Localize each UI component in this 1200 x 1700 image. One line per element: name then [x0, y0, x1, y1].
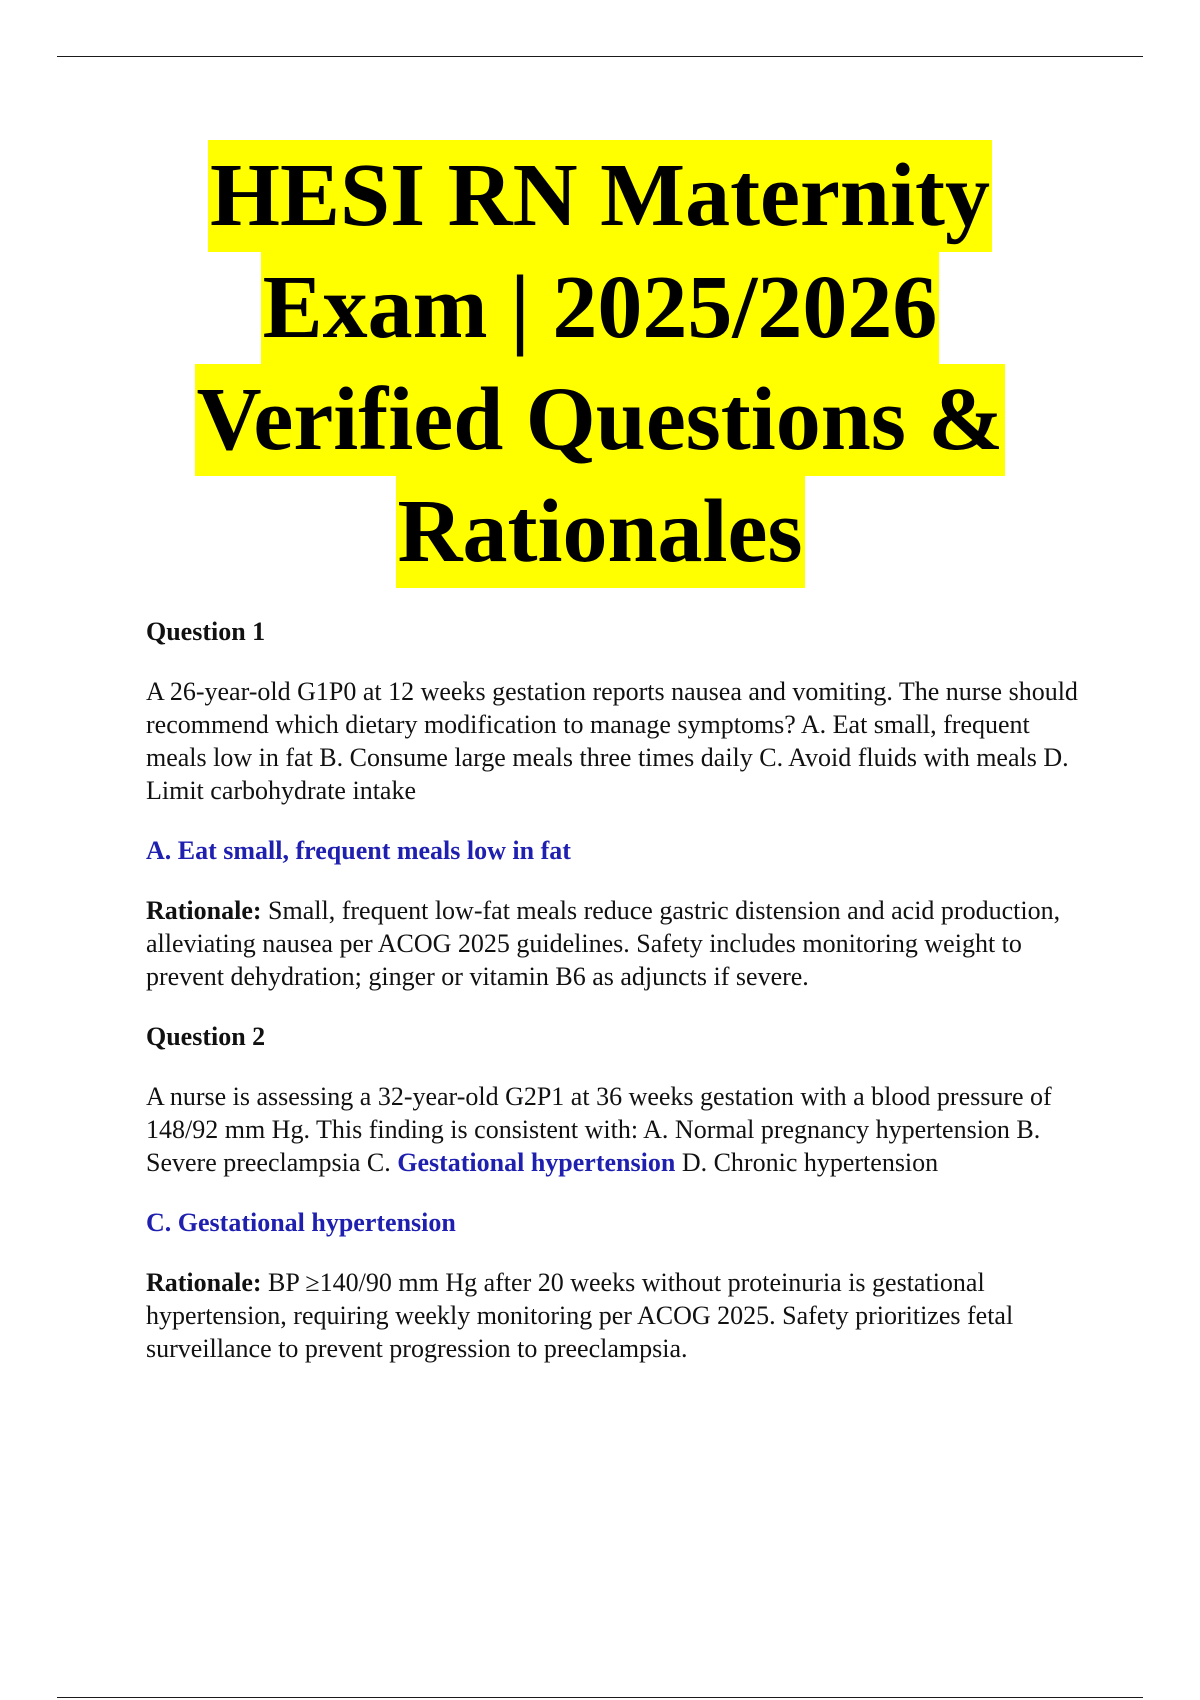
highlighted-option: Gestational hypertension	[397, 1148, 676, 1177]
document-title	[60, 140, 1140, 588]
correct-answer: C. Gestational hypertension	[146, 1208, 456, 1237]
title-line-2: Exam | 2025/2026	[261, 252, 940, 364]
title-line-1: HESI RN Maternity	[208, 140, 992, 252]
question-heading: Question 2	[146, 1022, 266, 1051]
rationale-text: Small, frequent low-fat meals reduce gastric distension and acid production, alleviating nausea per ACOG 2025 guidelines. Safety includes monitoring weight to prevent dehydration; ginger or vitamin B6 as adjuncts if severe.	[146, 896, 1061, 991]
question-text-before: A nurse is assessing a 32-year-old G2P1 at 36 weeks gestation with a blood pressure of 148/92 mm Hg. This finding is consistent with: A. Normal pregnancy hypertension B. Severe preeclampsia C.	[146, 1082, 1052, 1177]
title-line-3: Verified Questions &	[195, 364, 1006, 476]
question-text-after: D. Chronic hypertension	[675, 1148, 939, 1177]
question-text	[146, 1080, 1096, 1179]
rationale-label: Rationale:	[146, 896, 262, 925]
title-line-4: Rationales	[396, 476, 805, 588]
header-rule	[57, 56, 1143, 57]
question-text: A 26-year-old G1P0 at 12 weeks gestation reports nausea and vomiting. The nurse should recommend which dietary modification to manage symptoms? A. Eat small, frequent meals low in fat B. Consume large meals three times daily C. Avoid fluids with meals D. Limit carbohydrate intake	[146, 677, 1078, 805]
document-body	[146, 615, 1096, 1365]
rationale-text: BP ≥140/90 mm Hg after 20 weeks without proteinuria is gestational hypertension, requiring weekly monitoring per ACOG 2025. Safety prioritizes fetal surveillance to prevent progression to preeclampsia.	[146, 1268, 1014, 1363]
rationale	[146, 1266, 1096, 1365]
rationale-label: Rationale:	[146, 1268, 262, 1297]
rationale	[146, 894, 1096, 993]
footer-rule	[57, 1697, 1143, 1698]
question-heading: Question 1	[146, 617, 266, 646]
question-block-1	[146, 615, 1096, 993]
correct-answer: A. Eat small, frequent meals low in fat	[146, 836, 571, 865]
question-block-2	[146, 1020, 1096, 1365]
